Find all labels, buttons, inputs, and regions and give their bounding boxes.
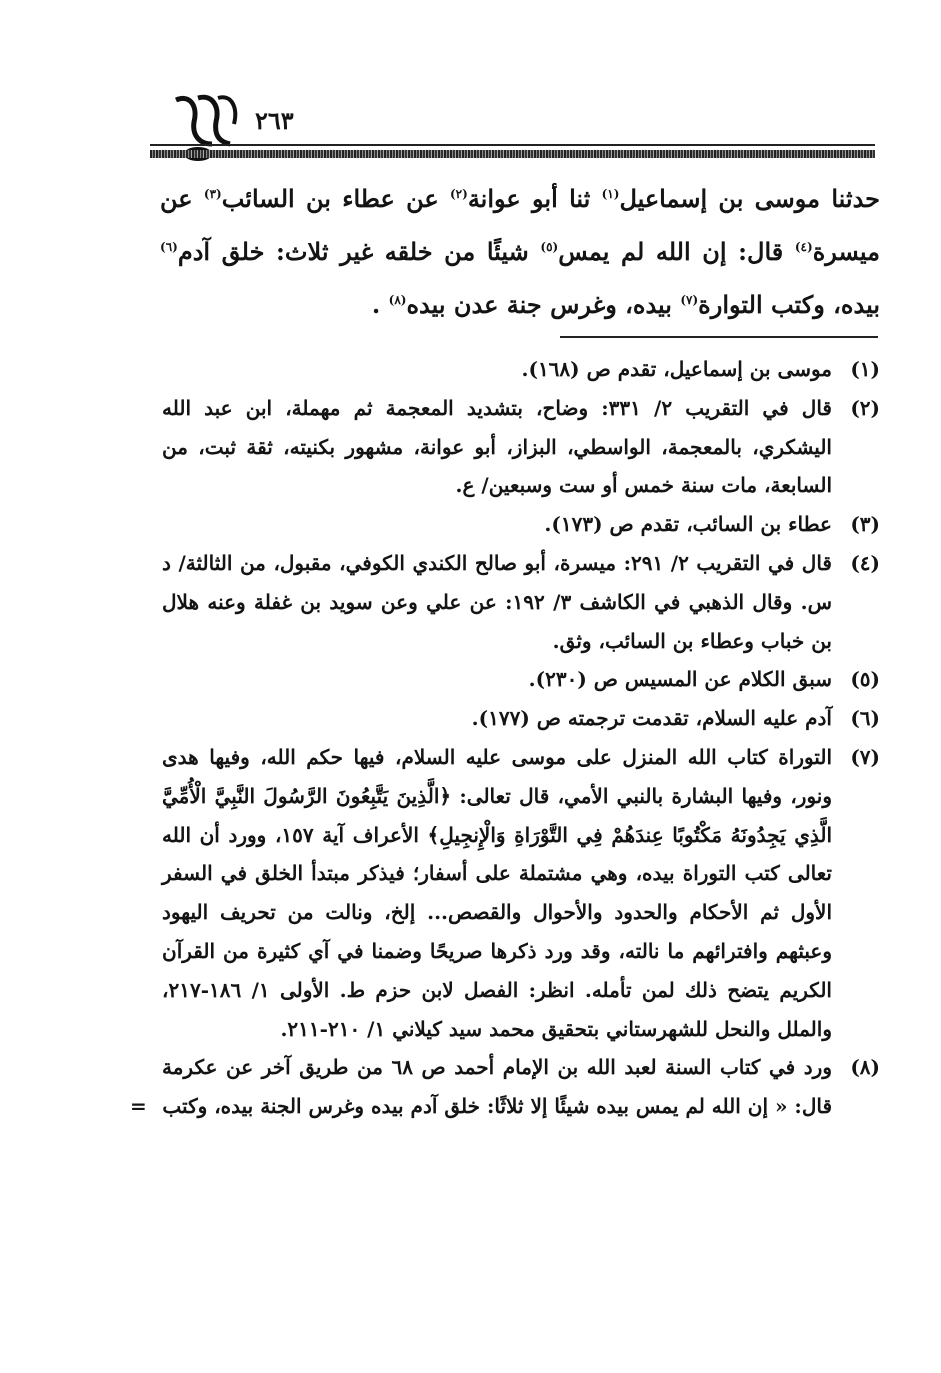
main-text-part: بيده، وكتب التوارة <box>698 290 880 319</box>
continuation-mark: = <box>130 1094 147 1119</box>
page-number: ٢٦٣ <box>255 106 294 135</box>
main-text <box>160 172 880 331</box>
main-text-part: شيئًا من خلقه غير ثلاث: خلق آدم <box>177 237 541 266</box>
footnote-number: (٣) <box>850 512 880 537</box>
header-rule-thin <box>150 144 875 146</box>
footnote-number: (٧) <box>850 744 880 769</box>
footnote-number: (٢) <box>850 395 880 420</box>
footnote-text: آدم عليه السلام، تقدمت ترجمته ص (١٧٧). <box>471 706 832 731</box>
footnote-number: (١) <box>850 357 880 381</box>
footnote-text: عطاء بن السائب، تقدم ص (١٧٣). <box>544 512 832 537</box>
footnote-ref: (٨) <box>388 293 407 307</box>
main-text-part: ثنا أبو عوانة <box>467 184 602 213</box>
footnote-8 <box>130 1048 880 1126</box>
footnote-3 <box>162 505 880 544</box>
page-header <box>150 88 875 168</box>
footnote-ref: (٧) <box>680 293 699 307</box>
main-text-part: عن عطاء بن السائب <box>221 184 450 213</box>
footnote-1 <box>162 350 880 389</box>
footnote-6 <box>162 699 880 738</box>
main-text-part: . <box>371 290 389 319</box>
footnotes <box>130 350 880 1126</box>
footnote-5 <box>162 660 880 699</box>
footnote-text: ورد في كتاب السنة لعبد الله بن الإمام أحمد ص ٦٨ من طريق آخر عن عكرمة قال: « إن الله لم يمس بيده شيئًا إلا ثلاثًا: خلق آدم بيده وغرس الجنة بيده، وكتب <box>162 1055 832 1119</box>
footnote-ref: (٦) <box>160 240 178 254</box>
footnote-number: (٨) <box>850 1055 880 1080</box>
footnote-ref: (٣) <box>203 187 222 201</box>
footnote-text: قال في التقريب ٢/ ٢٩١: ميسرة، أبو صالح الكندي الكوفي، مقبول، من الثالثة/ د س. وقال الذهبي في الكاشف ٣/ ١٩٢: عن علي وعن سويد بن غفلة وعنه هلال بن خباب وعطاء بن السائب، وثق. <box>162 550 832 653</box>
footnote-text: التوراة كتاب الله المنزل على موسى عليه السلام، فيها حكم الله، وفيها هدى ونور، وفيها البشارة بالنبي الأمي، قال تعالى: ﴿الَّذِينَ يَتَّبِعُونَ الرَّسُولَ النَّبِيَّ الْأُمِّيَّ الَّذِي يَجِدُونَهُ مَكْتُوبًا عِندَهُمْ فِي التَّوْرَاةِ وَالْإِنجِيلِ﴾ الأعراف آية ١٥٧، وورد أن الله تعالى كتب التوراة بيده، وهي مشتملة على أسفار؛ فيذكر مبتدأ الخلق في السفر الأول ثم الأحكام والحدود والأحوال والقصص... إلخ، ونالت من تحريف اليهود وعبثهم وافترائهم ما نالته، وقد ورد ذكرها صريحًا وضمنا في آي كثيرة من القرآن الكريم يتضح ذلك لمن تأمله. انظر: الفصل لابن حزم ط. الأولى ١/ ١٨٦-٢١٧، والملل والنحل للشهرستاني بتحقيق محمد سيد كيلاني ١/ ٢١٠-٢١١. <box>162 744 832 1041</box>
header-rule-band <box>150 150 875 158</box>
footnote-number: (٤) <box>850 550 880 575</box>
main-text-part: قال: إن الله لم يمس <box>558 237 795 266</box>
main-text-part: عن ميسرة <box>160 184 881 266</box>
main-text-part: بيده، وغرس جنة عدن بيده <box>406 290 681 319</box>
footnote-text: موسى بن إسماعيل، تقدم ص (١٦٨). <box>521 357 832 381</box>
footnote-text: قال في التقريب ٢/ ٣٣١: وضاح، بتشديد المعجمة ثم مهملة، ابن عبد الله اليشكري، بالمعجمة، الواسطي، البزاز، أبو عوانة، مشهور بكنيته، ثقة ثبت، من السابعة، مات سنة خمس أو ست وسبعين/ ع. <box>162 395 832 498</box>
footnote-separator <box>560 336 878 338</box>
footnote-ref: (٤) <box>794 240 813 254</box>
footnote-4 <box>162 544 880 660</box>
footnote-ref: (١) <box>601 187 620 201</box>
footnote-2 <box>162 389 880 505</box>
main-text-part: حدثنا موسى بن إسماعيل <box>619 184 880 213</box>
footnote-ref: (٢) <box>449 187 468 201</box>
footnote-text: سبق الكلام عن المسيس ص (٢٣٠). <box>528 667 832 692</box>
footnote-number: (٥) <box>850 667 880 692</box>
footnote-number: (٦) <box>850 706 880 731</box>
footnote-7 <box>162 738 880 1048</box>
footnote-ref: (٥) <box>540 240 559 254</box>
